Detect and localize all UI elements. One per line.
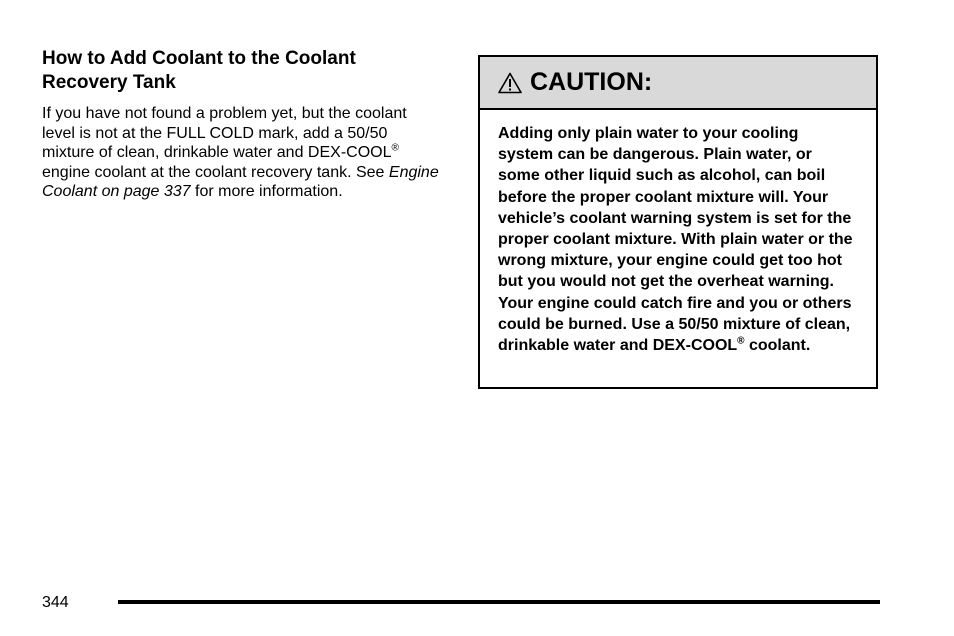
caution-body [480,110,876,356]
registered-mark: ® [391,142,399,154]
caution-registered-mark: ® [737,335,745,347]
cross-reference-link[interactable]: Engine Coolant on page 337 [42,163,439,200]
warning-triangle-icon [498,72,522,94]
intro-text-1: If you have not found a problem yet, but the coolant level is not at the FULL COLD mark, add a 50/50 mixture of clean, drinkable water and DEX-COOL [42,105,407,161]
caution-box [478,55,878,389]
caution-text-1: Adding only plain water to your cooling system can be dangerous. Plain water, or some other liquid such as alcohol, can boil before the proper coolant mixture will. Your vehicle’s coolant warning system is set for the proper coolant mixture. With plain water or the wrong mixture, your engine could get too hot but you would not get the overheat warning. Your engine could catch fire and you or others could be burned. Use a 50/50 mixture of clean, drinkable water and DEX-COOL [498,125,853,355]
section-heading: How to Add Coolant to the Coolant Recovery Tank [42,48,356,93]
intro-text-2: engine coolant at the coolant recovery tank. See [42,163,389,181]
caution-header [480,57,876,110]
page-number: 344 [42,594,69,611]
caution-text-2: coolant. [744,337,811,355]
intro-text-3: for more information. [190,183,343,200]
intro-paragraph [42,104,442,202]
caution-title: CAUTION: [530,68,653,96]
footer-rule [118,600,880,604]
